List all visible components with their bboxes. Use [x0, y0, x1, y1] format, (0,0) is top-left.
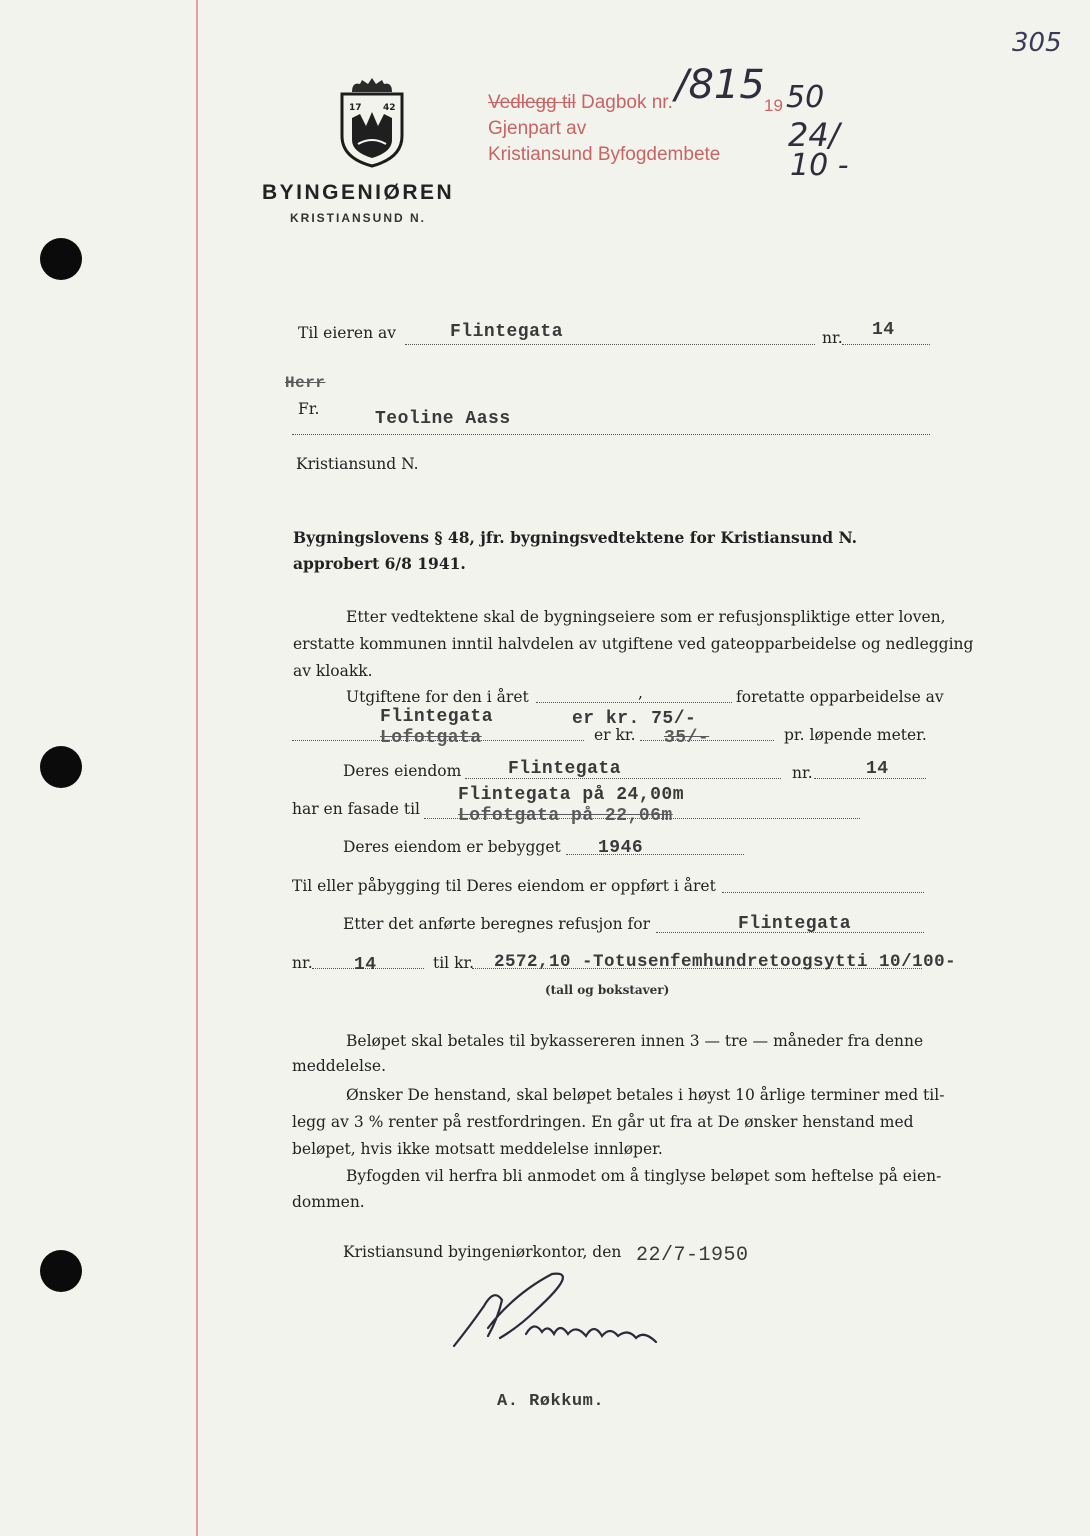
- facade-2-struck: Lofotgata på 22,06m: [458, 806, 673, 826]
- stamp-date-day: 24/: [788, 116, 840, 154]
- punch-hole: [40, 1250, 82, 1292]
- crest-year-left: 17: [349, 103, 362, 113]
- expense-street-1: Flintegata: [380, 707, 494, 727]
- intro-line: Etter vedtektene skal de bygningseiere som er refusjonspliktige etter loven,: [346, 608, 946, 626]
- margin-line: [196, 0, 198, 1536]
- stamp-line-2: Gjenpart av: [488, 118, 587, 139]
- intro-line: av kloakk.: [293, 662, 373, 680]
- owner-nr: 14: [872, 320, 895, 340]
- coat-of-arms-icon: [338, 78, 406, 168]
- salutation-struck: Herr: [285, 374, 326, 392]
- punch-hole: [40, 238, 82, 280]
- stamp-year-suffix: 50: [786, 80, 825, 115]
- refund-street: Flintegata: [738, 914, 852, 934]
- intro-line: erstatte kommunen inntil halvdelen av utgiftene ved gateopparbeidelse og nedlegging: [293, 635, 974, 653]
- owner-city: Kristiansund N.: [296, 455, 419, 473]
- expense-street-1-amount: er kr. 75/-: [572, 709, 697, 729]
- signatory-name: A. Røkkum.: [497, 1392, 605, 1411]
- built-year: 1946: [598, 838, 644, 858]
- refund-amount-label: til kr.: [433, 954, 475, 972]
- crest-year-right: 42: [383, 103, 396, 113]
- stamp-year-prefix: 19: [764, 96, 783, 115]
- property-nr: 14: [866, 759, 889, 779]
- expenses-comma: ,: [638, 684, 643, 702]
- refund-label: Etter det anførte beregnes refusjon for: [343, 915, 650, 933]
- owner-street: Flintegata: [450, 322, 564, 342]
- owner-label: Til eieren av: [298, 324, 396, 342]
- legal-reference-line-2: approbert 6/8 1941.: [293, 554, 466, 573]
- property-label: Deres eiendom: [343, 762, 462, 780]
- expenses-label: Utgiftene for den i året: [346, 688, 529, 706]
- terms-line: Byfogden vil herfra bli anmodet om å tinglyse beløpet som heftelse på eien-: [346, 1167, 942, 1185]
- stamp-dagbok-label: Dagbok nr.: [580, 92, 673, 113]
- expense-street-2-amount-struck: 35/-: [664, 728, 710, 748]
- expenses-suffix: foretatte opparbeidelse av: [736, 688, 944, 706]
- refund-nr-label: nr.: [292, 954, 313, 972]
- facade-1: Flintegata på 24,00m: [458, 785, 685, 805]
- terms-line: Ønsker De henstand, skal beløpet betales i høyst 10 årlige terminer med til-: [346, 1086, 945, 1104]
- refund-note: (tall og bokstaver): [545, 983, 670, 997]
- extension-label: Til eller påbygging til Deres eiendom er oppført i året: [292, 877, 716, 895]
- legal-reference-line-1: Bygningslovens § 48, jfr. bygningsvedtektene for Kristiansund N.: [293, 528, 858, 547]
- page-number: 305: [1012, 28, 1062, 58]
- expense-street-2-struck: Lofotgata: [380, 728, 482, 748]
- closing-place-label: Kristiansund byingeniørkontor, den: [343, 1243, 622, 1261]
- salutation: Fr.: [298, 400, 320, 418]
- per-meter-label: pr. løpende meter.: [784, 726, 927, 744]
- stamp-line-3: Kristiansund Byfogdembete: [488, 144, 721, 165]
- owner-name: Teoline Aass: [375, 409, 511, 429]
- terms-line: beløpet, hvis ikke motsatt meddelelse innløper.: [292, 1140, 663, 1158]
- terms-line: dommen.: [292, 1193, 365, 1211]
- organization-city: KRISTIANSUND N.: [290, 211, 427, 225]
- stamp-entry-number: /815: [675, 62, 765, 108]
- stamp-struck-text: Vedlegg til: [488, 92, 576, 113]
- terms-line: Beløpet skal betales til bykassereren innen 3 — tre — måneder fra denne: [346, 1032, 924, 1050]
- signature: [440, 1266, 670, 1366]
- property-nr-label: nr.: [792, 764, 813, 782]
- terms-line: legg av 3 % renter på restfordringen. En går ut fra at De ønsker henstand med: [292, 1113, 914, 1131]
- stamp-line-1: [488, 92, 673, 114]
- owner-nr-label: nr.: [822, 329, 843, 347]
- terms-line: meddelelse.: [292, 1057, 387, 1075]
- organization-name: BYINGENIØREN: [262, 181, 455, 204]
- facade-label: har en fasade til: [292, 800, 420, 818]
- er-kr-label: er kr.: [594, 726, 636, 744]
- built-label: Deres eiendom er bebygget: [343, 838, 561, 856]
- punch-hole: [40, 746, 82, 788]
- signature-text: A. Røkkum: [440, 1266, 446, 1267]
- stamp-date-month: 10 -: [790, 148, 849, 183]
- refund-amount: 2572,10 -Totusenfemhundretoogsytti 10/100-: [494, 952, 957, 972]
- refund-nr: 14: [354, 955, 377, 975]
- property-street: Flintegata: [508, 759, 622, 779]
- closing-date: 22/7-1950: [636, 1244, 749, 1267]
